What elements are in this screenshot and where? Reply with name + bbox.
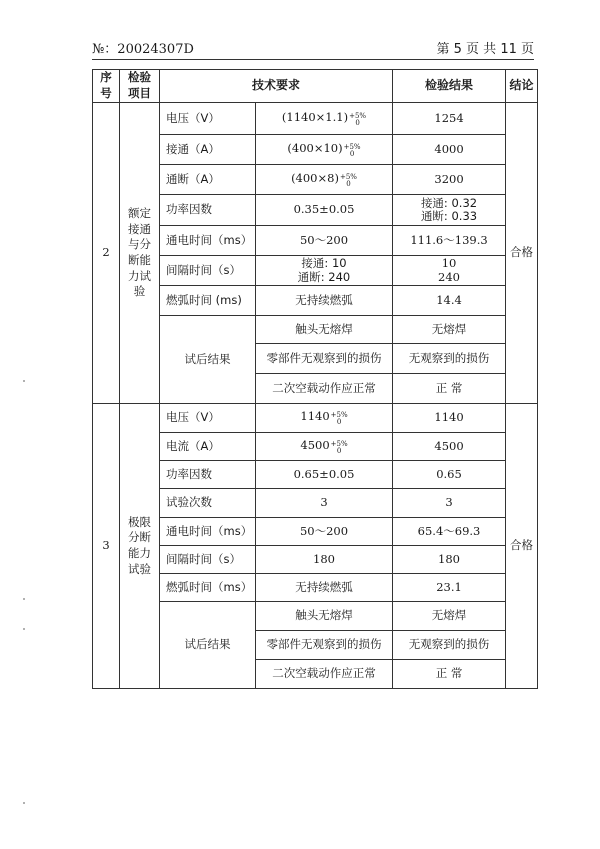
requirement-cell: 二次空载动作应正常: [256, 660, 393, 689]
param-label: 燃弧时间 (ms): [160, 286, 256, 316]
requirement-cell: 触头无熔焊: [256, 602, 393, 631]
table-row: [93, 546, 538, 574]
document-number: №：20024307D: [92, 42, 194, 57]
requirement-cell: 二次空载动作应正常: [256, 374, 393, 404]
result-cell: 1254: [393, 103, 506, 135]
requirement-cell: 无持续燃弧: [256, 574, 393, 602]
param-label: 试验次数: [160, 489, 256, 518]
page-header: [92, 38, 534, 58]
result-cell: 14.4: [393, 286, 506, 316]
param-label: 功率因数: [160, 195, 256, 226]
requirement-cell: 180: [256, 546, 393, 574]
page-number: 第 5 页 共 11 页: [436, 42, 534, 57]
table-row: [93, 433, 538, 461]
result-cell: 接通: 0.32 通断: 0.33: [393, 195, 506, 226]
group-item: 极限分断能力试验: [120, 404, 160, 689]
param-label: 通电时间（ms）: [160, 226, 256, 256]
requirement-cell: 零部件无观察到的损伤: [256, 344, 393, 374]
group-number: 3: [93, 404, 120, 689]
requirement-cell: 接通: 10 通断: 240: [256, 256, 393, 286]
group-item: 额定接通与分断能力试验: [120, 103, 160, 404]
table-header-row: [93, 70, 538, 103]
requirement-cell: 50～200: [256, 226, 393, 256]
col-header-requirement: 技术要求: [160, 70, 393, 103]
requirement-cell: (1140×1.1) +5% 0: [256, 103, 393, 135]
table-row: [93, 489, 538, 518]
col-header-no: 序号: [93, 70, 120, 103]
result-cell: 65.4～69.3: [393, 518, 506, 546]
requirement-cell: 0.35±0.05: [256, 195, 393, 226]
result-cell: 无观察到的损伤: [393, 344, 506, 374]
result-cell: 3200: [393, 165, 506, 195]
result-cell: 23.1: [393, 574, 506, 602]
requirement-cell: 50～200: [256, 518, 393, 546]
result-cell: 无熔焊: [393, 602, 506, 631]
result-cell: 1140: [393, 404, 506, 433]
after-test-label: 试后结果: [160, 316, 256, 404]
param-label: 通电时间（ms）: [160, 518, 256, 546]
col-header-conclusion: 结论: [506, 70, 538, 103]
param-label: 接通（A）: [160, 135, 256, 165]
table-row: [93, 286, 538, 316]
scan-speck: [23, 628, 27, 632]
col-header-item: 检验项目: [120, 70, 160, 103]
result-cell: 10 240: [393, 256, 506, 286]
param-label: 燃弧时间（ms）: [160, 574, 256, 602]
param-label: 间隔时间（s）: [160, 546, 256, 574]
result-cell: 0.65: [393, 461, 506, 489]
table-row: [93, 256, 538, 286]
requirement-cell: 无持续燃弧: [256, 286, 393, 316]
requirement-cell: (400×8) +5% 0: [256, 165, 393, 195]
table-row: [93, 404, 538, 433]
param-label: 通断（A）: [160, 165, 256, 195]
requirement-cell: 1140 +5% 0: [256, 404, 393, 433]
table-row: [93, 461, 538, 489]
result-cell: 180: [393, 546, 506, 574]
param-label: 功率因数: [160, 461, 256, 489]
table-row: [93, 316, 538, 344]
result-cell: 3: [393, 489, 506, 518]
col-header-result: 检验结果: [393, 70, 506, 103]
table-row: [93, 135, 538, 165]
result-cell: 111.6～139.3: [393, 226, 506, 256]
scan-speck: [23, 380, 27, 384]
requirement-cell: 零部件无观察到的损伤: [256, 631, 393, 660]
requirement-cell: 4500 +5% 0: [256, 433, 393, 461]
table-row: [93, 602, 538, 631]
table-row: [93, 518, 538, 546]
result-cell: 无熔焊: [393, 316, 506, 344]
param-label: 电压（V）: [160, 404, 256, 433]
requirement-cell: 3: [256, 489, 393, 518]
result-cell: 4000: [393, 135, 506, 165]
group-conclusion: 合格: [506, 404, 538, 689]
after-test-label: 试后结果: [160, 602, 256, 689]
table-row: [93, 574, 538, 602]
group-number: 2: [93, 103, 120, 404]
result-cell: 正 常: [393, 660, 506, 689]
requirement-cell: 触头无熔焊: [256, 316, 393, 344]
table-row: [93, 226, 538, 256]
scan-speck: [23, 598, 27, 602]
requirement-cell: 0.65±0.05: [256, 461, 393, 489]
table-row: [93, 103, 538, 135]
test-results-table: [92, 69, 538, 689]
requirement-cell: (400×10) +5% 0: [256, 135, 393, 165]
result-cell: 正 常: [393, 374, 506, 404]
group-conclusion: 合格: [506, 103, 538, 404]
param-label: 电压（V）: [160, 103, 256, 135]
table-row: [93, 195, 538, 226]
header-rule: [92, 59, 534, 60]
scan-speck: [23, 802, 27, 806]
param-label: 电流（A）: [160, 433, 256, 461]
table-row: [93, 165, 538, 195]
result-cell: 4500: [393, 433, 506, 461]
result-cell: 无观察到的损伤: [393, 631, 506, 660]
param-label: 间隔时间（s）: [160, 256, 256, 286]
